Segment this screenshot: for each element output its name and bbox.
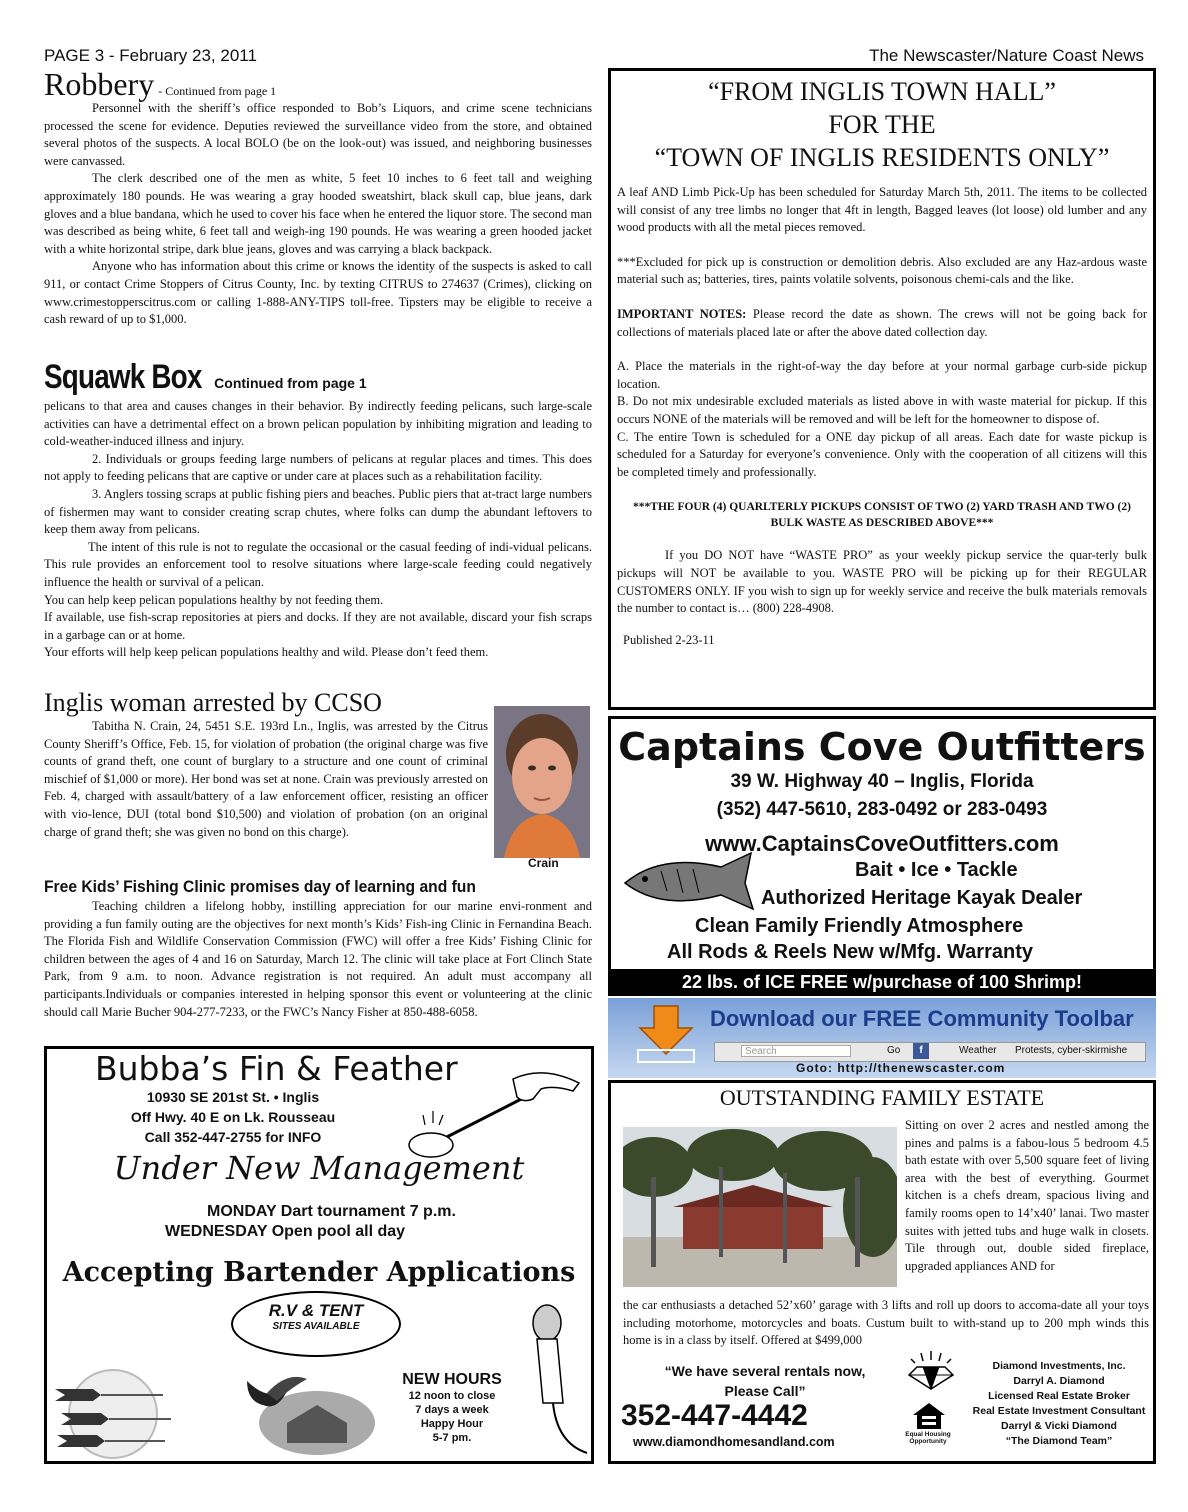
captains-bait: Bait • Ice • Tackle: [855, 859, 1018, 881]
rv-tent-oval: [231, 1291, 401, 1357]
company-line: Real Estate Investment Consultant: [972, 1405, 1146, 1417]
notice-item-c: C. The entire Town is scheduled for a ONE day pickup of all areas. Each date for waste pickup is scheduled for a Saturday for everyone’s convenience. Only with the cooperation of all citizens will this be completed timely and professionally.: [617, 429, 1147, 479]
captains-cove-ad: [608, 716, 1156, 996]
squawk-paragraph: You can help keep pelican populations healthy by not feeding them.: [44, 592, 384, 607]
squawk-box-title: Squawk Box: [44, 358, 202, 396]
notice-title-line: FOR THE: [828, 110, 936, 139]
estate-rentals: [645, 1361, 885, 1401]
notice-bold-notice: ***THE FOUR (4) QUARLTERLY PICKUPS CONSIST OF TWO (2) YARD TRASH AND TWO (2) BULK WASTE AS DESCRIBED ABOVE***: [633, 501, 1131, 530]
toolbar-ad[interactable]: [608, 998, 1156, 1078]
notice-title-line: “TOWN OF INGLIS RESIDENTS ONLY”: [654, 143, 1110, 172]
toolbar-go-button[interactable]: Go: [887, 1045, 901, 1056]
toolbar-strip: [714, 1042, 1146, 1062]
mugshot-photo: [494, 706, 590, 858]
bubbas-management: Under New Management: [113, 1149, 525, 1187]
captains-ice-banner: 22 lbs. of ICE FREE w/purchase of 100 Shrimp!: [611, 969, 1153, 996]
robbery-paragraph: Anyone who has information about this crime or knows the identity of the suspects is asked to call 911, or contact Crime Stoppers of Citrus County, Inc. by texting CITRUS to 274637 (Crimes), clicking on www.crimestopperscitrus.com or calling 1-888-ANY-TIPS toll-free. Tipsters may be eligible to receive a cash reward of up to $1,000.: [44, 259, 592, 327]
rentals-line: “We have several rentals now,: [664, 1363, 866, 1379]
fish-icon: [621, 847, 771, 922]
toolbar-news[interactable]: Protests, cyber-skirmishe: [1015, 1045, 1128, 1056]
squawk-paragraph: 2. Individuals or groups feeding large numbers of pelicans at regular places and times. This does not apply to feeding pelicans that are captive or under care at places such as a rehabilitation facility.: [44, 451, 592, 484]
estate-description-continued: the car enthusiasts a detached 52’x60’ garage with 3 lifts and roll up doors to accoma-date all your toys including motorhome, motorcycles and boats. Custum built to with-stand up to 200 mph winds this home is in a class by itself. Offered at $499,000: [623, 1298, 1149, 1348]
bubbas-address: 10930 SE 201st St. • Inglis: [146, 1089, 320, 1105]
bubbas-ad: [44, 1046, 594, 1464]
important-label: IMPORTANT NOTES:: [617, 306, 747, 321]
bubbas-address-block: [83, 1087, 383, 1147]
company-line: Darryl & Vicki Diamond: [1001, 1420, 1117, 1432]
bubbas-monday: MONDAY Dart tournament 7 p.m.: [207, 1203, 456, 1220]
robbery-continued: - Continued from page 1: [158, 84, 277, 98]
mugshot-caption: Crain: [528, 856, 559, 870]
bubbas-bartender: Accepting Bartender Applications: [62, 1257, 576, 1288]
notice-important: [617, 306, 1147, 341]
toolbar-weather[interactable]: Weather: [959, 1045, 997, 1056]
microphone-icon: [527, 1303, 593, 1468]
bubbas-phone: Call 352-447-2755 for INFO: [144, 1129, 322, 1145]
diamond-company-block: [961, 1359, 1157, 1449]
captains-address: 39 W. Highway 40 – Inglis, Florida: [730, 771, 1034, 792]
robbery-paragraph: The clerk described one of the men as white, 5 feet 10 inches to 6 feet tall and weighing approximately 180 pounds. He was wearing a gray hooded sweatshirt, black skull cap, blue jeans, dark gloves and a blue bandana, which he used to cover his face when he entered the liquor store. The second man was described as being white, 6 feet tall and weigh-ing 190 pounds. He was wearing a green hooded jacket with a white horizontal stripe, dark blue jeans, gloves and was carrying a black backpack.: [44, 171, 592, 256]
squawk-paragraph: 3. Anglers tossing scraps at public fishing piers and beaches. Public piers that at-tract large numbers of fishermen may want to consider creating scrap chutes, where folks can dump the abundant leftovers to keep them away from pelicans.: [44, 486, 592, 537]
rv-sites-label: SITES AVAILABLE: [272, 1321, 360, 1332]
company-line: Diamond Investments, Inc.: [992, 1360, 1126, 1372]
squawk-paragraph: If available, use fish-scrap repositories at piers and docks. If they are not available, discard your fish scraps in a garbage can or at home.: [44, 610, 592, 642]
captains-warranty: All Rods & Reels New w/Mfg. Warranty: [667, 941, 1033, 963]
captains-kayak: Authorized Heritage Kayak Dealer: [761, 887, 1083, 909]
darts-icon: [53, 1369, 173, 1464]
company-line: Darryl A. Diamond: [1013, 1375, 1105, 1387]
download-arrow-icon: [636, 1004, 696, 1069]
page-number-date: PAGE 3 - February 23, 2011: [44, 46, 257, 65]
equal-housing-label: [899, 1431, 957, 1445]
company-line: “The Diamond Team”: [1005, 1435, 1113, 1447]
estate-phone: 352-447-4442: [621, 1399, 808, 1432]
robbery-paragraph: Personnel with the sheriff’s office responded to Bob’s Liquors, and crime scene technicians processed the scene for evidence. Deputies reviewed the surveillance video from the store, and obtained several photos of the suspects. A local BOLO (be on the look-out) was issued, and neighboring businesses were canvassed.: [44, 101, 592, 168]
facebook-icon[interactable]: f: [913, 1043, 929, 1059]
publication-name: The Newscaster/Nature Coast News: [869, 46, 1144, 65]
eho-line: Opportunity: [909, 1438, 947, 1445]
important-text: Please record the date as shown. The crews will not be going back for collections of materials placed late or after the above dated collection day.: [617, 306, 1147, 339]
toolbar-goto[interactable]: Goto: http://thenewscaster.com: [796, 1061, 1006, 1075]
hours-line: Happy Hour: [420, 1418, 484, 1430]
notice-paragraph: A leaf AND Limb Pick-Up has been scheduled for Saturday March 5th, 2011. The items to be collected will consist of any tree limbs no longer that 4ft in length, Bagged leaves (lot loose) old lumber and any wood products with all the metal pieces removed.: [617, 185, 1147, 235]
estate-title: OUTSTANDING FAMILY ESTATE: [719, 1085, 1045, 1110]
eagle-cabin-icon: [227, 1371, 377, 1466]
notice-excluded: ***Excluded for pick up is construction or demolition debris. Also excluded are any Haz-ardous waste material such as; batteries, tires, paints volatile solvents, poisonous chemi-cals and the like.: [617, 254, 1147, 287]
toolbar-search-input[interactable]: Search: [741, 1045, 851, 1057]
squawk-paragraph: Your efforts will help keep pelican populations healthy and wild. Please don’t feed them.: [44, 645, 489, 660]
bubbas-wednesday: WEDNESDAY Open pool all day: [165, 1223, 406, 1240]
estate-photo: [623, 1127, 897, 1287]
rv-tent-label: R.V & TENT: [268, 1301, 364, 1320]
captains-phones: (352) 447-5610, 283-0492 or 283-0493: [716, 799, 1048, 820]
hours-line: 5-7 pm.: [432, 1432, 472, 1444]
captains-clean: Clean Family Friendly Atmosphere: [695, 915, 1024, 937]
arrest-body: Tabitha N. Crain, 24, 5451 S.E. 193rd Ln., Inglis, was arrested by the Citrus County Sheriff’s Office, Feb. 15, for violation of probation (the original charge was five counts of grand theft, one count of burglary to a structure and one count of criminal mischief of $1,000 or more). Her bond was set at none. Crain was previously arrested on Feb. 4, charged with assault/battery of a law enforcement officer, resisting an officer with vio-lence, DUI (total bond $10,500) and violation of probation (on an original charge of grand theft; she was given no bond on this charge).: [44, 719, 488, 839]
captains-cove-name: Captains Cove Outfitters: [618, 725, 1146, 769]
estate-ad: [608, 1080, 1156, 1464]
bubbas-hours: [377, 1371, 527, 1445]
notice-published: Published 2-23-11: [623, 632, 715, 647]
hours-line: 12 noon to close: [408, 1390, 496, 1402]
kids-fishing-body: Teaching children a lifelong hobby, instilling appreciation for our marine envi-ronment and providing a fun family outing are the objectives for next month’s Kids’ Fish-ing Clinic in Fernandina Beach. The Florida Fish and Wildlife Conservation Commission (FWC) will offer a free Kids’ Fishing Clinic for children between the ages of 4 and 16 on Saturday, March 12. The clinic will take place at Fort Clinch State Park, from 9 a.m. to noon. Advance registration is not required. An adult must accompany all participants.Individuals or companies interested in helping sponsor this event or volunteering at the clinic should call Marie Bucher 904-277-7233, or the FWC’s Nancy Fisher at 850-488-6058.: [44, 899, 592, 1019]
notice-item-a: A. Place the materials in the right-of-way the day before at your normal garbage curb-side pickup location.: [617, 359, 1147, 391]
rentals-line: Please Call”: [724, 1383, 806, 1399]
eho-line: Equal Housing: [905, 1431, 951, 1438]
squawk-box-article: [44, 358, 592, 662]
company-line: Licensed Real Estate Broker: [988, 1390, 1130, 1402]
captains-website[interactable]: www.CaptainsCoveOutfitters.com: [705, 831, 1059, 856]
arrest-title: Inglis woman arrested by CCSO: [44, 688, 382, 717]
estate-website[interactable]: www.diamondhomesandland.com: [633, 1435, 835, 1449]
toolbar-title: Download our FREE Community Toolbar: [710, 1006, 1134, 1031]
notice-title-line: “FROM INGLIS TOWN HALL”: [708, 77, 1056, 106]
squawk-paragraph: The intent of this rule is not to regulate the occasional or the casual feeding of indi-vidual pelicans. This rule provides an enforcement tool to resolve situations where large-scale feeding could negatively influence the health or survival of a pelican.: [44, 539, 592, 589]
hours-line: 7 days a week: [415, 1404, 489, 1416]
bubbas-name: Bubba’s Fin & Feather: [95, 1049, 458, 1088]
bubbas-directions: Off Hwy. 40 E on Lk. Rousseau: [130, 1109, 336, 1125]
kids-fishing-title: Free Kids’ Fishing Clinic promises day of learning and fun: [44, 877, 476, 896]
town-hall-notice: [608, 68, 1156, 710]
diamond-icon: [901, 1351, 961, 1396]
notice-heading: [617, 75, 1147, 174]
squawk-paragraph: pelicans to that area and causes changes in their behavior. By indirectly feeding pelicans, such large-scale activities can have a detrimental effect on a brown pelican population by inhibiting migration and leading to cold-weather-induced illness and injury.: [44, 399, 592, 449]
notice-waste-pro: If you DO NOT have “WASTE PRO” as your weekly pickup service the quar-terly bulk pickups will NOT be available to you. WASTE PRO will be picking up for their REGULAR CUSTOMERS ONLY. IF you wish to sign up for weekly service and receive the bulk materials removals the number to contact is… (800) 228-4908.: [617, 548, 1147, 616]
kids-fishing-article: [44, 876, 592, 1021]
estate-description: Sitting on over 2 acres and nestled among the pines and palms is a fabou-lous 5 bedroom 4.5 bath estate with over 5,500 square feet of living area with the best of everything. Gourmet kitchen is a chefs dream, spacious living and family rooms open to 14’x40’ lanai. Two master suites with jetted tubs and huge walk in closets. Tile through out, double sided fireplace, upgraded appliances AND for: [905, 1118, 1149, 1273]
robbery-title: Robbery: [44, 66, 155, 102]
new-hours-title: NEW HOURS: [402, 1371, 502, 1388]
squawk-box-continued: Continued from page 1: [214, 375, 367, 391]
notice-item-b: B. Do not mix undesirable excluded materials as listed above in with waste material for pickup. If this occurs NONE of the materials will be removed and will be left for the homeowner to dispose of.: [617, 394, 1147, 426]
robbery-article: [44, 66, 592, 329]
